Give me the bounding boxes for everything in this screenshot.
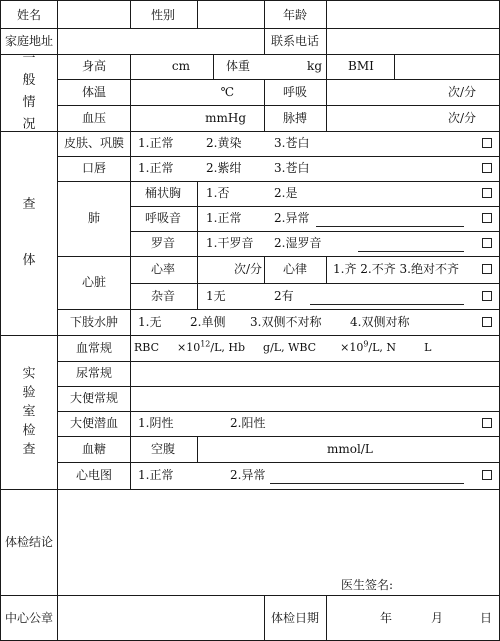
pulse-label: 脉搏 (282, 111, 308, 125)
gender-label: 性别 (150, 8, 176, 22)
bp-label: 血压 (81, 111, 107, 125)
exam-date-label: 体检日期 (270, 611, 320, 625)
rhythm-options: 1.齐 2.不齐 3.绝对不齐 (333, 262, 459, 276)
lips-label: 口唇 (81, 161, 107, 175)
vline (57, 0, 58, 54)
ecg-option: 2.异常 (230, 468, 266, 482)
hline (57, 79, 500, 80)
year-label: 年 (379, 611, 393, 625)
phone-label: 联系电话 (270, 34, 320, 48)
occult-option: 2.阳性 (230, 416, 266, 430)
edema-option: 3.双侧不对称 (250, 315, 322, 329)
hline (57, 411, 500, 412)
checkbox[interactable] (482, 238, 492, 248)
lips-option: 1.正常 (138, 161, 174, 175)
vline (197, 0, 198, 28)
weight-unit: kg (307, 59, 322, 73)
checkbox[interactable] (482, 213, 492, 223)
hline (57, 309, 500, 310)
vline (326, 0, 327, 54)
age-label: 年龄 (282, 8, 308, 22)
breath-option: 2.异常 (274, 211, 310, 225)
blood-routine-values: RBC $\times 10^{12}/L$, Hb g/L, WBC $\times 10^9/L$, N L (134, 339, 432, 354)
frame-top (0, 0, 500, 1)
skin-option: 2.黄染 (206, 136, 242, 150)
rhythm-label: 心律 (282, 262, 308, 276)
lips-option: 3.苍白 (274, 161, 310, 175)
resp-unit: 次/分 (447, 85, 476, 99)
hline (57, 462, 500, 463)
fill-line[interactable] (270, 483, 464, 484)
vline (326, 54, 327, 131)
edema-option: 1.无 (138, 315, 162, 329)
vline (394, 54, 395, 79)
hline (57, 436, 500, 437)
fasting-label: 空腹 (150, 442, 176, 456)
month-label: 月 (430, 611, 444, 625)
doctor-signature-label: 医生签名: (341, 578, 394, 592)
checkbox[interactable] (482, 264, 492, 274)
barrel-chest-label: 桶状胸 (144, 186, 182, 200)
murmur-option: 1无 (206, 289, 226, 303)
murmur-label: 杂音 (150, 289, 176, 303)
resp-label: 呼吸 (282, 85, 308, 99)
lips-option: 2.紫绀 (206, 161, 242, 175)
vline (264, 595, 265, 641)
heart-rate-label: 心率 (150, 262, 176, 276)
breath-sound-label: 呼吸音 (144, 211, 182, 225)
rales-option: 2.湿罗音 (274, 236, 322, 250)
stool-routine-label: 大便常规 (69, 391, 119, 405)
urine-routine-label: 尿常规 (75, 366, 113, 380)
murmur-option: 2有 (274, 289, 294, 303)
blood-sugar-label: 血糖 (81, 442, 107, 456)
checkbox[interactable] (482, 163, 492, 173)
hline (0, 131, 500, 132)
vline (57, 489, 58, 641)
exam-section-label: 查体 (22, 197, 36, 268)
hline (0, 28, 500, 29)
vline (130, 335, 131, 489)
checkbox[interactable] (482, 470, 492, 480)
vline (213, 54, 214, 79)
weight-label: 体重 (225, 59, 251, 73)
hline (130, 206, 500, 207)
vline (130, 0, 131, 28)
ecg-option: 1.正常 (138, 468, 174, 482)
vline (130, 131, 131, 335)
checkbox[interactable] (482, 188, 492, 198)
day-label: 日 (479, 611, 493, 625)
height-unit: cm (171, 59, 190, 73)
edema-option: 2.单侧 (190, 315, 226, 329)
vline (326, 595, 327, 641)
rales-label: 罗音 (150, 236, 176, 250)
barrel-option: 1.否 (206, 186, 230, 200)
skin-option: 3.苍白 (274, 136, 310, 150)
occult-blood-label: 大便潜血 (69, 416, 119, 430)
skin-label: 皮肤、巩膜 (63, 136, 125, 150)
vline (326, 256, 327, 283)
hline (57, 361, 500, 362)
fill-line[interactable] (316, 226, 464, 227)
conclusion-label: 体检结论 (4, 535, 54, 549)
sugar-unit: mmol/L (327, 442, 373, 456)
hline (0, 489, 500, 490)
hline (0, 335, 500, 336)
hline (57, 181, 500, 182)
hline (57, 386, 500, 387)
vline (264, 256, 265, 283)
address-label: 家庭地址 (4, 34, 54, 48)
vline (130, 54, 131, 131)
rales-option: 1.干罗音 (206, 236, 254, 250)
vline (197, 181, 198, 309)
edema-label: 下肢水肿 (69, 315, 119, 329)
vline (197, 436, 198, 462)
hline (57, 156, 500, 157)
heart-label: 心脏 (81, 275, 107, 289)
occult-option: 1.阴性 (138, 416, 174, 430)
checkbox[interactable] (482, 418, 492, 428)
vline (264, 79, 265, 131)
pulse-unit: 次/分 (447, 111, 476, 125)
heart-rate-unit: 次/分 (233, 262, 262, 276)
hline (0, 595, 500, 596)
checkbox[interactable] (482, 317, 492, 327)
temp-label: 体温 (81, 85, 107, 99)
center-seal-label: 中心公章 (4, 611, 54, 625)
checkbox[interactable] (482, 291, 492, 301)
name-label: 姓名 (16, 8, 42, 22)
skin-option: 1.正常 (138, 136, 174, 150)
blood-routine-label: 血常规 (75, 341, 113, 355)
hline (57, 105, 500, 106)
vline (57, 131, 58, 335)
checkbox[interactable] (482, 138, 492, 148)
vline (57, 54, 58, 131)
hline (0, 54, 500, 55)
height-label: 身高 (81, 59, 107, 73)
breath-option: 1.正常 (206, 211, 242, 225)
hline (130, 283, 500, 284)
ecg-label: 心电图 (75, 468, 113, 482)
general-section-label: 一般情况 (22, 51, 36, 132)
lab-section-label: 实验室检查 (22, 366, 36, 458)
hline (130, 231, 500, 232)
hline (57, 256, 500, 257)
fill-line[interactable] (310, 304, 464, 305)
barrel-option: 2.是 (274, 186, 298, 200)
bp-unit: mmHg (205, 111, 246, 125)
edema-option: 4.双侧对称 (350, 315, 410, 329)
temp-unit: ℃ (220, 85, 234, 99)
bmi-label: BMI (348, 59, 374, 73)
vline (57, 335, 58, 489)
lung-label: 肺 (87, 211, 101, 225)
frame-left (0, 0, 1, 641)
vline (264, 0, 265, 54)
fill-line[interactable] (358, 251, 464, 252)
